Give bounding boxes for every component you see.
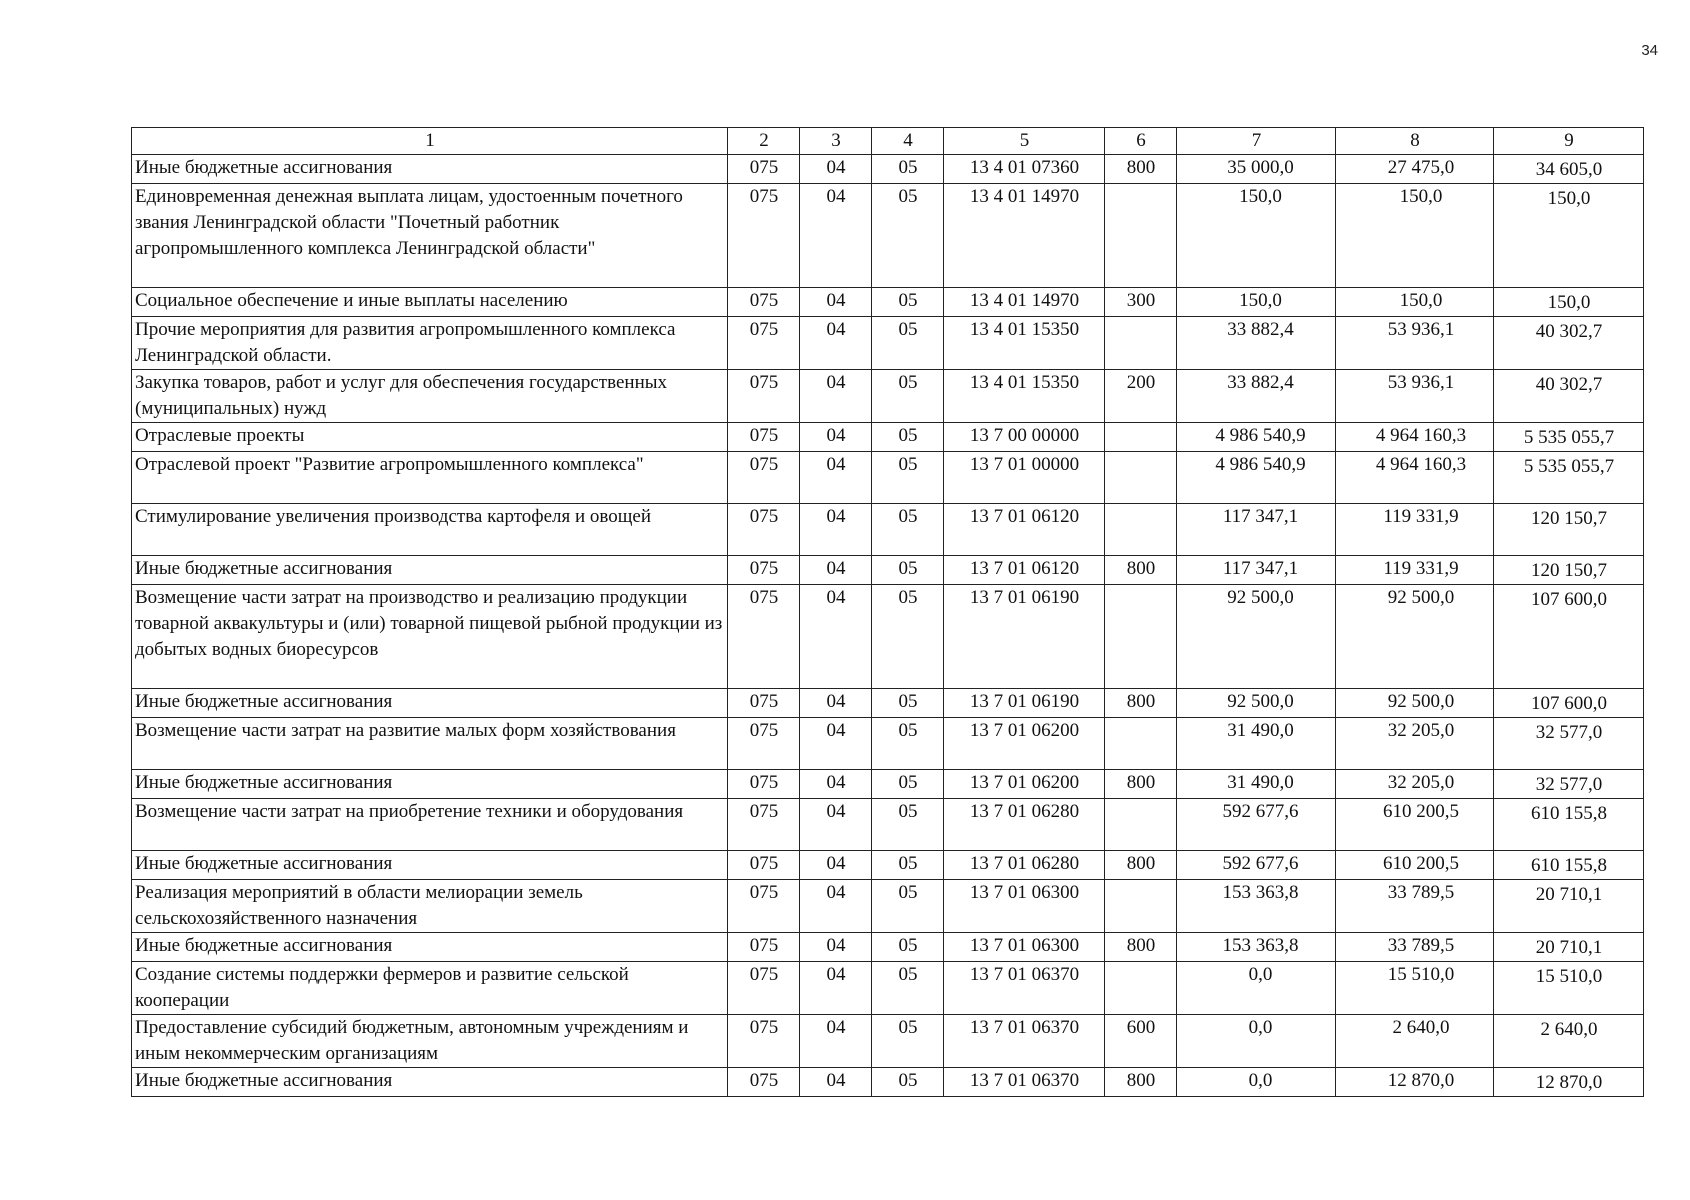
row-code-cell — [1105, 423, 1177, 452]
row-value-cell — [1494, 1068, 1644, 1097]
header-cell: 4 — [872, 128, 944, 155]
value-text: 0,0 — [1248, 964, 1273, 985]
value-text: 5 535 055,7 — [1523, 427, 1615, 448]
table-row — [132, 851, 1644, 880]
row-value-cell — [1177, 962, 1336, 1015]
row-code-cell: 05 — [872, 933, 944, 962]
value-text: 15 510,0 — [1387, 964, 1455, 985]
header-cell: 1 — [132, 128, 728, 155]
row-code-cell: 800 — [1105, 689, 1177, 718]
row-value-cell — [1336, 155, 1494, 184]
row-value-cell — [1336, 718, 1494, 770]
value-text: 0,0 — [1248, 1017, 1273, 1038]
value-text: 153 363,8 — [1222, 882, 1299, 903]
row-code-cell — [1105, 962, 1177, 1015]
table-row — [132, 423, 1644, 452]
value-text: 592 677,6 — [1222, 801, 1299, 822]
value-text: 150,0 — [1547, 188, 1591, 209]
row-value-cell — [1177, 1015, 1336, 1068]
value-text: 34 605,0 — [1535, 159, 1603, 180]
value-text: 4 964 160,3 — [1375, 425, 1467, 446]
row-code-cell: 800 — [1105, 851, 1177, 880]
value-text: 33 882,4 — [1227, 319, 1294, 340]
value-text: 610 200,5 — [1383, 853, 1459, 874]
value-text: 33 882,4 — [1227, 372, 1294, 393]
row-value-cell — [1336, 423, 1494, 452]
row-value-cell — [1177, 317, 1336, 370]
row-code-cell: 075 — [728, 504, 800, 556]
row-value-cell — [1494, 184, 1644, 288]
row-code-cell: 05 — [872, 556, 944, 585]
row-code-cell — [1105, 585, 1177, 689]
row-value-cell — [1177, 370, 1336, 423]
value-text: 92 500,0 — [1227, 691, 1294, 712]
value-text: 150,0 — [1239, 186, 1282, 207]
value-text: 117 347,1 — [1222, 558, 1299, 579]
table-row — [132, 184, 1644, 288]
row-code-cell: 075 — [728, 962, 800, 1015]
value-text: 33 789,5 — [1387, 882, 1455, 903]
row-code-cell: 13 7 01 06280 — [944, 851, 1105, 880]
row-code-cell: 04 — [800, 880, 872, 933]
row-code-cell: 04 — [800, 452, 872, 504]
table-row — [132, 689, 1644, 718]
row-code-cell: 075 — [728, 718, 800, 770]
row-code-cell: 13 4 01 15350 — [944, 370, 1105, 423]
row-code-cell: 04 — [800, 504, 872, 556]
row-code-cell: 13 7 01 06120 — [944, 504, 1105, 556]
row-name-cell: Иные бюджетные ассигнования — [132, 933, 728, 962]
row-code-cell: 04 — [800, 689, 872, 718]
row-value-cell — [1336, 184, 1494, 288]
row-value-cell — [1177, 452, 1336, 504]
value-text: 35 000,0 — [1227, 157, 1294, 178]
row-code-cell: 13 4 01 07360 — [944, 155, 1105, 184]
row-value-cell — [1494, 718, 1644, 770]
row-code-cell: 075 — [728, 689, 800, 718]
value-text: 150,0 — [1239, 290, 1282, 311]
row-value-cell — [1336, 370, 1494, 423]
table-row — [132, 933, 1644, 962]
row-code-cell: 075 — [728, 423, 800, 452]
row-value-cell — [1494, 452, 1644, 504]
row-name-cell: Иные бюджетные ассигнования — [132, 689, 728, 718]
row-value-cell — [1336, 317, 1494, 370]
row-code-cell: 05 — [872, 504, 944, 556]
row-name-cell: Единовременная денежная выплата лицам, удостоенным почетного звания Ленинградской области "Почетный работник агропромышленного комплекса Ленинградской области" — [132, 184, 728, 288]
value-text: 40 302,7 — [1535, 374, 1603, 395]
row-name-cell: Иные бюджетные ассигнования — [132, 770, 728, 799]
row-code-cell: 075 — [728, 770, 800, 799]
row-name-cell: Реализация мероприятий в области мелиорации земель сельскохозяйственного назначения — [132, 880, 728, 933]
row-code-cell: 13 4 01 15350 — [944, 317, 1105, 370]
value-text: 117 347,1 — [1222, 506, 1299, 527]
row-code-cell: 13 7 01 06200 — [944, 718, 1105, 770]
row-value-cell — [1494, 423, 1644, 452]
row-value-cell — [1336, 933, 1494, 962]
row-code-cell: 075 — [728, 155, 800, 184]
header-cell: 3 — [800, 128, 872, 155]
row-code-cell: 04 — [800, 288, 872, 317]
value-text: 153 363,8 — [1222, 935, 1299, 956]
row-code-cell — [1105, 504, 1177, 556]
row-code-cell: 05 — [872, 423, 944, 452]
row-code-cell: 05 — [872, 770, 944, 799]
row-code-cell: 13 7 01 06190 — [944, 689, 1105, 718]
row-code-cell: 04 — [800, 851, 872, 880]
row-value-cell — [1494, 962, 1644, 1015]
value-text: 150,0 — [1399, 186, 1443, 207]
value-text: 32 205,0 — [1387, 720, 1455, 741]
row-code-cell: 13 4 01 14970 — [944, 288, 1105, 317]
row-code-cell: 075 — [728, 799, 800, 851]
row-code-cell: 05 — [872, 1068, 944, 1097]
row-value-cell — [1494, 504, 1644, 556]
value-text: 31 490,0 — [1227, 772, 1294, 793]
row-name-cell: Возмещение части затрат на развитие малых форм хозяйствования — [132, 718, 728, 770]
row-code-cell: 05 — [872, 689, 944, 718]
row-name-cell: Создание системы поддержки фермеров и развитие сельской кооперации — [132, 962, 728, 1015]
table-row — [132, 585, 1644, 689]
row-value-cell — [1336, 851, 1494, 880]
row-code-cell: 13 7 01 00000 — [944, 452, 1105, 504]
value-text: 20 710,1 — [1535, 937, 1603, 958]
row-code-cell: 075 — [728, 851, 800, 880]
header-cell: 5 — [944, 128, 1105, 155]
value-text: 92 500,0 — [1387, 587, 1455, 608]
table-row — [132, 799, 1644, 851]
row-value-cell — [1177, 288, 1336, 317]
value-text: 119 331,9 — [1383, 506, 1459, 527]
row-value-cell — [1177, 423, 1336, 452]
row-value-cell — [1177, 556, 1336, 585]
row-code-cell: 04 — [800, 556, 872, 585]
row-code-cell: 13 7 01 06300 — [944, 880, 1105, 933]
value-text: 20 710,1 — [1535, 884, 1603, 905]
row-code-cell: 13 7 01 06370 — [944, 1015, 1105, 1068]
row-value-cell — [1336, 689, 1494, 718]
value-text: 32 577,0 — [1535, 722, 1603, 743]
value-text: 150,0 — [1399, 290, 1443, 311]
table-row — [132, 504, 1644, 556]
value-text: 15 510,0 — [1535, 966, 1603, 987]
row-code-cell: 800 — [1105, 155, 1177, 184]
value-text: 32 577,0 — [1535, 774, 1603, 795]
row-code-cell: 05 — [872, 155, 944, 184]
header-cell: 2 — [728, 128, 800, 155]
table-row — [132, 1015, 1644, 1068]
row-name-cell: Отраслевые проекты — [132, 423, 728, 452]
row-value-cell — [1177, 880, 1336, 933]
row-code-cell: 800 — [1105, 933, 1177, 962]
value-text: 120 150,7 — [1531, 508, 1607, 529]
row-code-cell — [1105, 718, 1177, 770]
value-text: 12 870,0 — [1387, 1070, 1455, 1091]
row-code-cell: 075 — [728, 184, 800, 288]
row-value-cell — [1336, 556, 1494, 585]
row-value-cell — [1336, 585, 1494, 689]
value-text: 12 870,0 — [1535, 1072, 1603, 1093]
row-value-cell — [1494, 1015, 1644, 1068]
row-name-cell: Возмещение части затрат на производство и реализацию продукции товарной аквакультуры и (или) товарной пищевой рыбной продукции из добытых водных биоресурсов — [132, 585, 728, 689]
value-text: 150,0 — [1547, 292, 1591, 313]
row-name-cell: Иные бюджетные ассигнования — [132, 1068, 728, 1097]
row-code-cell: 13 7 01 06280 — [944, 799, 1105, 851]
row-value-cell — [1177, 585, 1336, 689]
row-value-cell — [1494, 880, 1644, 933]
row-code-cell: 05 — [872, 585, 944, 689]
row-code-cell: 04 — [800, 370, 872, 423]
row-code-cell: 13 7 01 06370 — [944, 962, 1105, 1015]
table-row — [132, 288, 1644, 317]
table-row — [132, 880, 1644, 933]
value-text: 31 490,0 — [1227, 720, 1294, 741]
row-code-cell: 05 — [872, 317, 944, 370]
row-value-cell — [1494, 317, 1644, 370]
row-value-cell — [1336, 288, 1494, 317]
row-code-cell: 800 — [1105, 1068, 1177, 1097]
row-name-cell: Отраслевой проект "Развитие агропромышленного комплекса" — [132, 452, 728, 504]
row-code-cell: 13 4 01 14970 — [944, 184, 1105, 288]
row-value-cell — [1494, 155, 1644, 184]
row-code-cell: 05 — [872, 851, 944, 880]
value-text: 0,0 — [1248, 1070, 1273, 1091]
row-code-cell: 04 — [800, 317, 872, 370]
row-name-cell: Иные бюджетные ассигнования — [132, 851, 728, 880]
table-row — [132, 370, 1644, 423]
row-code-cell: 05 — [872, 288, 944, 317]
row-value-cell — [1336, 504, 1494, 556]
row-code-cell: 05 — [872, 799, 944, 851]
value-text: 120 150,7 — [1531, 560, 1607, 581]
value-text: 92 500,0 — [1387, 691, 1455, 712]
row-name-cell: Закупка товаров, работ и услуг для обеспечения государственных (муниципальных) нужд — [132, 370, 728, 423]
row-code-cell: 05 — [872, 962, 944, 1015]
row-value-cell — [1494, 585, 1644, 689]
row-code-cell: 04 — [800, 799, 872, 851]
row-code-cell — [1105, 184, 1177, 288]
row-code-cell: 04 — [800, 1015, 872, 1068]
row-value-cell — [1494, 370, 1644, 423]
row-code-cell: 075 — [728, 933, 800, 962]
row-name-cell: Социальное обеспечение и иные выплаты населению — [132, 288, 728, 317]
row-value-cell — [1177, 770, 1336, 799]
table-row — [132, 1068, 1644, 1097]
row-code-cell — [1105, 317, 1177, 370]
table-row — [132, 155, 1644, 184]
value-text: 33 789,5 — [1387, 935, 1455, 956]
row-code-cell: 04 — [800, 962, 872, 1015]
row-code-cell: 600 — [1105, 1015, 1177, 1068]
value-text: 610 155,8 — [1531, 855, 1607, 876]
row-value-cell — [1336, 1015, 1494, 1068]
row-code-cell — [1105, 880, 1177, 933]
row-value-cell — [1177, 718, 1336, 770]
row-name-cell: Стимулирование увеличения производства картофеля и овощей — [132, 504, 728, 556]
table-row — [132, 556, 1644, 585]
value-text: 2 640,0 — [1540, 1019, 1598, 1040]
row-value-cell — [1494, 556, 1644, 585]
value-text: 92 500,0 — [1227, 587, 1294, 608]
row-code-cell: 075 — [728, 585, 800, 689]
row-code-cell: 800 — [1105, 556, 1177, 585]
row-code-cell: 075 — [728, 556, 800, 585]
row-code-cell: 075 — [728, 317, 800, 370]
row-value-cell — [1177, 851, 1336, 880]
row-code-cell: 04 — [800, 933, 872, 962]
row-value-cell — [1177, 689, 1336, 718]
row-code-cell: 04 — [800, 718, 872, 770]
row-name-cell: Предоставление субсидий бюджетным, автономным учреждениям и иным некоммерческим организациям — [132, 1015, 728, 1068]
header-cell: 6 — [1105, 128, 1177, 155]
row-value-cell — [1336, 880, 1494, 933]
row-value-cell — [1494, 933, 1644, 962]
row-value-cell — [1336, 1068, 1494, 1097]
row-name-cell: Иные бюджетные ассигнования — [132, 155, 728, 184]
row-code-cell — [1105, 452, 1177, 504]
row-value-cell — [1177, 933, 1336, 962]
value-text: 53 936,1 — [1387, 372, 1455, 393]
value-text: 2 640,0 — [1392, 1017, 1450, 1038]
row-code-cell: 075 — [728, 288, 800, 317]
row-code-cell: 04 — [800, 184, 872, 288]
page-number: 34 — [1641, 42, 1658, 59]
row-name-cell: Иные бюджетные ассигнования — [132, 556, 728, 585]
table-row — [132, 317, 1644, 370]
row-value-cell — [1494, 770, 1644, 799]
value-text: 53 936,1 — [1387, 319, 1455, 340]
value-text: 119 331,9 — [1383, 558, 1459, 579]
value-text: 4 986 540,9 — [1215, 454, 1306, 475]
row-code-cell: 04 — [800, 1068, 872, 1097]
row-code-cell: 075 — [728, 452, 800, 504]
table-row — [132, 452, 1644, 504]
row-code-cell: 075 — [728, 1068, 800, 1097]
row-code-cell: 05 — [872, 718, 944, 770]
value-text: 32 205,0 — [1387, 772, 1455, 793]
row-code-cell: 05 — [872, 184, 944, 288]
row-code-cell: 200 — [1105, 370, 1177, 423]
value-text: 4 986 540,9 — [1215, 425, 1306, 446]
table-header-row — [132, 128, 1644, 155]
value-text: 610 155,8 — [1531, 803, 1607, 824]
row-code-cell: 04 — [800, 585, 872, 689]
value-text: 4 964 160,3 — [1375, 454, 1467, 475]
row-name-cell: Возмещение части затрат на приобретение техники и оборудования — [132, 799, 728, 851]
value-text: 592 677,6 — [1222, 853, 1299, 874]
row-value-cell — [1336, 452, 1494, 504]
row-code-cell: 05 — [872, 452, 944, 504]
value-text: 610 200,5 — [1383, 801, 1459, 822]
row-name-cell: Прочие мероприятия для развития агропромышленного комплекса Ленинградской области. — [132, 317, 728, 370]
row-code-cell: 13 7 01 06190 — [944, 585, 1105, 689]
row-code-cell: 04 — [800, 770, 872, 799]
row-code-cell: 05 — [872, 1015, 944, 1068]
value-text: 107 600,0 — [1531, 589, 1607, 610]
row-value-cell — [1177, 184, 1336, 288]
row-code-cell: 04 — [800, 155, 872, 184]
row-value-cell — [1177, 155, 1336, 184]
header-cell: 8 — [1336, 128, 1494, 155]
row-value-cell — [1336, 962, 1494, 1015]
value-text: 107 600,0 — [1531, 693, 1607, 714]
row-code-cell: 800 — [1105, 770, 1177, 799]
row-code-cell: 075 — [728, 1015, 800, 1068]
budget-table — [131, 127, 1644, 1097]
row-value-cell — [1494, 799, 1644, 851]
row-value-cell — [1177, 799, 1336, 851]
value-text: 27 475,0 — [1387, 157, 1455, 178]
row-code-cell: 05 — [872, 370, 944, 423]
row-code-cell: 13 7 00 00000 — [944, 423, 1105, 452]
header-cell: 7 — [1177, 128, 1336, 155]
header-cell: 9 — [1494, 128, 1644, 155]
table-row — [132, 962, 1644, 1015]
table-row — [132, 718, 1644, 770]
row-code-cell: 04 — [800, 423, 872, 452]
row-code-cell: 13 7 01 06370 — [944, 1068, 1105, 1097]
row-code-cell: 13 7 01 06300 — [944, 933, 1105, 962]
row-value-cell — [1494, 288, 1644, 317]
row-value-cell — [1494, 689, 1644, 718]
row-code-cell: 13 7 01 06200 — [944, 770, 1105, 799]
row-code-cell: 300 — [1105, 288, 1177, 317]
row-code-cell: 05 — [872, 880, 944, 933]
value-text: 40 302,7 — [1535, 321, 1603, 342]
row-value-cell — [1336, 770, 1494, 799]
row-code-cell: 075 — [728, 880, 800, 933]
row-code-cell — [1105, 799, 1177, 851]
value-text: 5 535 055,7 — [1523, 456, 1615, 477]
row-value-cell — [1177, 504, 1336, 556]
table-row — [132, 770, 1644, 799]
row-value-cell — [1336, 799, 1494, 851]
row-value-cell — [1177, 1068, 1336, 1097]
row-code-cell: 075 — [728, 370, 800, 423]
row-value-cell — [1494, 851, 1644, 880]
row-code-cell: 13 7 01 06120 — [944, 556, 1105, 585]
